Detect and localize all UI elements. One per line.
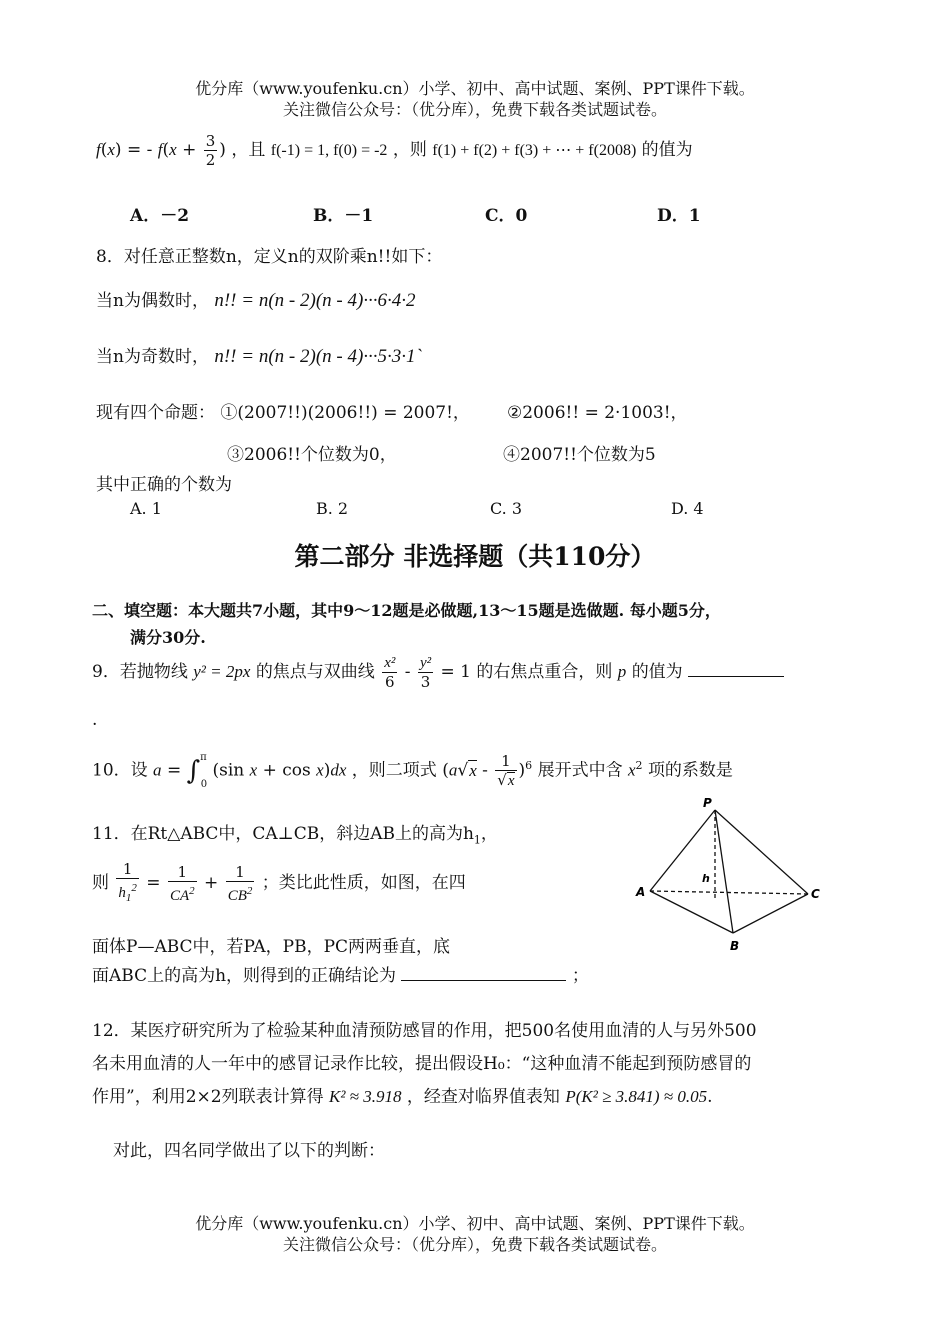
q11-text-c: 面体P—ABC中，若PA，PB，PC两两垂直，底 bbox=[92, 937, 451, 957]
q10-text-c: 展开式中含 bbox=[537, 760, 623, 781]
q11-text-d: 面ABC上的高为h，则得到的正确结论为 bbox=[92, 966, 397, 986]
edge-bc bbox=[733, 894, 808, 933]
footer-line-2: 关注微信公众号：（优分库），免费下载各类试题试卷。 bbox=[282, 1235, 667, 1254]
q8-prop-4: ④2007!!个位数为5 bbox=[503, 445, 656, 465]
q7-text-end: 的值为 bbox=[641, 140, 693, 160]
q7-condition: f(-1) = 1, f(0) = -2 bbox=[270, 142, 388, 159]
q7-option-d: D．1 bbox=[657, 206, 701, 226]
q7-option-a: A．－2 bbox=[130, 206, 190, 226]
label-b: B bbox=[730, 939, 740, 953]
q12-dot: . bbox=[707, 1087, 713, 1107]
q12-line-1: 12．某医疗研究所为了检验某种血清预防感冒的作用，把500名使用血清的人与另外500 bbox=[92, 1021, 757, 1041]
q8-odd-label: 当n为奇数时， bbox=[96, 347, 209, 367]
q12-line-4: 对此，四名同学做出了以下的判断： bbox=[113, 1141, 385, 1161]
q9-parabola: y² = 2px bbox=[193, 662, 251, 681]
q8-prop-2: ②2006!! = 2·1003!， bbox=[507, 403, 688, 423]
q8-option-d: D. 4 bbox=[671, 499, 704, 518]
q12-text-3a: 作用”，利用2×2列联表计算得 bbox=[92, 1087, 324, 1107]
q11-line-a: 11．在Rt△ABC中，CA⊥CB，斜边AB上的高为$h_1$， bbox=[92, 824, 498, 847]
q8-option-b: B. 2 bbox=[316, 499, 349, 518]
q8-option-c: C. 3 bbox=[490, 499, 523, 518]
edge-pb bbox=[715, 810, 733, 933]
q10-text-b: ，则二项式 bbox=[351, 760, 437, 781]
label-a: A bbox=[636, 885, 646, 899]
q10-text-a: 10．设 bbox=[92, 760, 148, 781]
q8-props-line bbox=[96, 398, 470, 423]
q9-text-a: 9．若抛物线 bbox=[92, 662, 188, 682]
label-h: h bbox=[702, 872, 710, 885]
q9-answer-blank[interactable] bbox=[688, 676, 784, 677]
q8-prop-1: ①(2007!!)(2006!!) = 2007!， bbox=[220, 403, 470, 423]
q8-prop-3: ③2006!!个位数为0， bbox=[227, 445, 397, 465]
q12-p: P(K² ≥ 3.841) ≈ 0.05 bbox=[565, 1087, 708, 1106]
edge-pc bbox=[715, 810, 808, 894]
header-line-1: 优分库（www.youfenku.cn）小学、初中、高中试题、案例、PPT课件下载。 bbox=[195, 79, 755, 98]
section2-line-1: 二、填空题：本大题共7小题，其中9～12题是必做题,13～15题是选做题. 每小题5分， bbox=[92, 601, 721, 620]
footer-line-1: 优分库（www.youfenku.cn）小学、初中、高中试题、案例、PPT课件下载。 bbox=[195, 1214, 755, 1233]
q11-line-d bbox=[92, 961, 589, 986]
q11-text-end: ； bbox=[571, 966, 589, 986]
q9-text-b: 的焦点与双曲线 bbox=[255, 662, 375, 682]
q9-dot: . bbox=[92, 710, 98, 730]
q8-props-intro: 现有四个命题： bbox=[96, 403, 215, 423]
section2-line-2: 满分30分. bbox=[130, 628, 206, 647]
q7-and: ，且 bbox=[231, 140, 266, 160]
label-c: C bbox=[811, 887, 820, 901]
q11-text-a: 11．在Rt△ABC中，CA⊥CB，斜边AB上的高为h bbox=[92, 824, 474, 844]
q8-even-formula: n!! = n(n - 2)(n - 4)···6·4·2 bbox=[214, 290, 416, 311]
q12-line-3 bbox=[92, 1082, 713, 1107]
q7-then: ，则 bbox=[392, 140, 427, 160]
q9-line: 9．若抛物线 y² = 2px 的焦点与双曲线 $\frac{\text{x²}}{6}$ - $\frac{\text{y²}}{3}$ = 1 的右焦点重合，则 p 的值为 bbox=[92, 654, 784, 691]
q7-sum: f(1) + f(2) + f(3) + ⋯ + f(2008) bbox=[432, 142, 637, 159]
q11-line-b: 则 $\frac{1}{h_1^2}$ = $\frac{1}{CA^2}$ + $\frac{1}{CB^2}$ ；类比此性质，如图，在四 bbox=[92, 860, 466, 904]
q9-text-c: 的右焦点重合，则 bbox=[476, 662, 613, 682]
q8-odd-formula: n!! = n(n - 2)(n - 4)···5·3·1` bbox=[214, 346, 422, 367]
q8-stem: 8．对任意正整数n，定义n的双阶乘n!!如下： bbox=[96, 247, 443, 267]
q12-text-3b: ，经查对临界值表知 bbox=[406, 1087, 560, 1107]
q9-text-d: 的值为 bbox=[631, 662, 683, 682]
part2-title: 第二部分 非选择题（共110分） bbox=[294, 542, 656, 571]
edge-ac-hidden bbox=[650, 891, 808, 894]
q8-odd-line bbox=[96, 342, 422, 368]
q12-line-2: 名未用血清的人一年中的感冒记录作比较，提出假设H₀：“这种血清不能起到预防感冒的 bbox=[92, 1054, 752, 1074]
q7-option-b: B．－1 bbox=[313, 206, 374, 226]
edge-ab bbox=[650, 891, 733, 933]
q8-option-a: A. 1 bbox=[130, 499, 162, 518]
q8-even-label: 当n为偶数时， bbox=[96, 291, 209, 311]
q11-text-b2: ；类比此性质，如图，在四 bbox=[261, 873, 466, 893]
q7-option-c: C．0 bbox=[485, 206, 528, 226]
tetrahedron-figure bbox=[630, 790, 830, 960]
label-p: P bbox=[703, 796, 712, 810]
q11-text-b1: 则 bbox=[92, 873, 109, 893]
q11-answer-blank[interactable] bbox=[401, 980, 566, 981]
q12-k2: K² ≈ 3.918 bbox=[328, 1087, 402, 1106]
q10-text-d: 项的系数是 bbox=[647, 760, 733, 781]
q8-even-line bbox=[96, 286, 416, 312]
q7-formula-line: f(x) = - f(x + $\frac{3}{2}$ ) ，且 f(-1) = 1, f(0) = -2 ，则 f(1) + f(2) + f(3) + ⋯ + f(2008) 的值为 bbox=[96, 132, 693, 169]
q8-ask: 其中正确的个数为 bbox=[96, 475, 232, 495]
q9-p: p bbox=[617, 662, 627, 681]
q10-line: 10．设 a = ∫$^\pi$0 (sin x + cos x)dx ，则二项式 (a√x - $\frac{1}{√x}$ )$^6$ 展开式中含 $x^2$ 项的系数是 bbox=[92, 752, 733, 790]
header-line-2: 关注微信公众号：（优分库），免费下载各类试题试卷。 bbox=[282, 100, 667, 119]
